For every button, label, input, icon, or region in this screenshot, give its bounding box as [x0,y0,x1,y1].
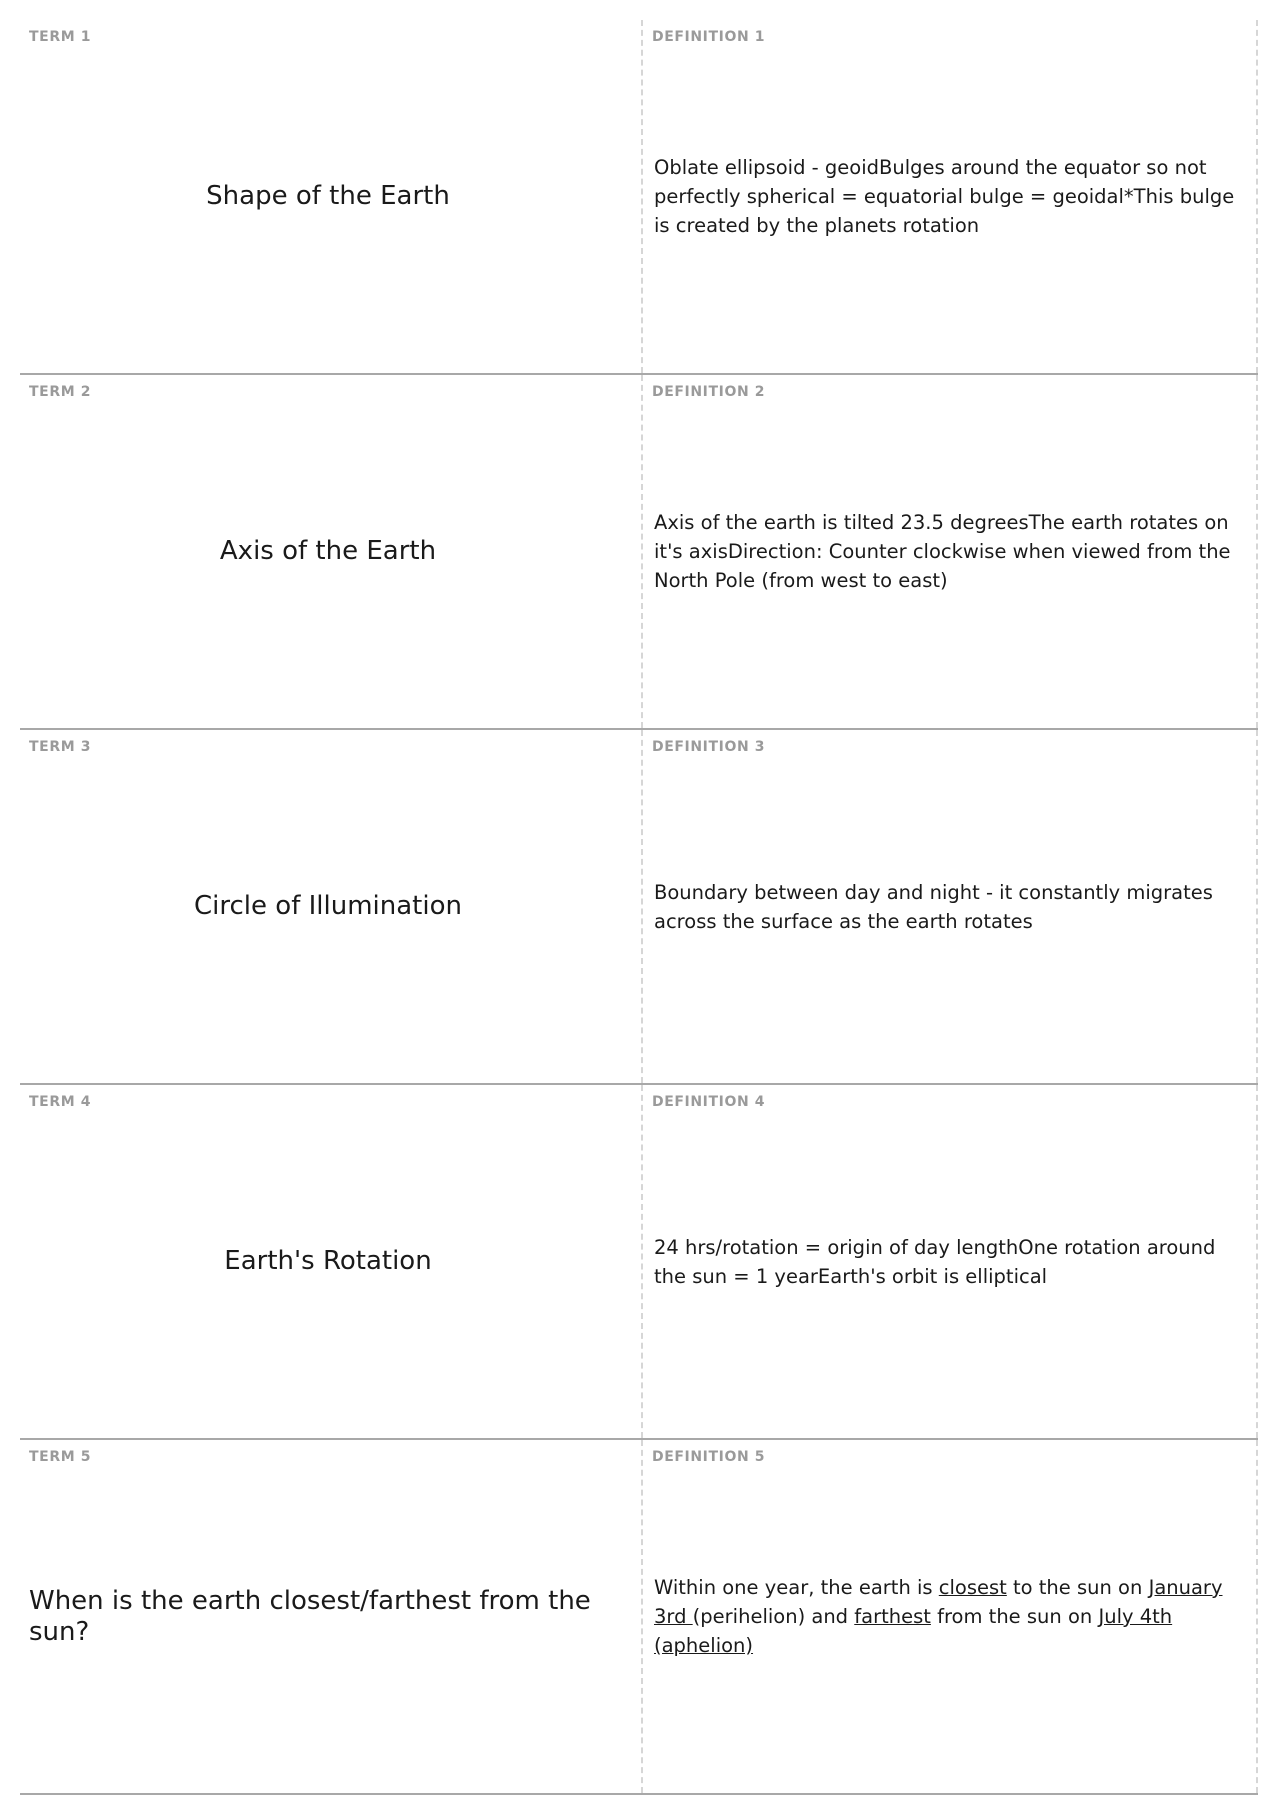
definition-cell-5 [643,1440,1258,1793]
term-cell-1 [20,20,643,373]
definition-text [654,730,1246,1083]
definition-body: Oblate ellipsoid - geoidBulges around the equator so not perfectly spherical = equatorial bulge = geoidal*This bulge is created by the planets rotation [654,156,1235,237]
definition-label: DEFINITION 4 [652,1094,766,1110]
definition-segment: Within one year, the earth is [654,1576,939,1599]
term-label: TERM 1 [29,29,92,45]
term-cell-2 [20,375,643,728]
definition-label: DEFINITION 3 [652,739,766,755]
term-text: Circle of Illumination [194,891,462,921]
card-row-4 [20,1085,1258,1440]
term-label: TERM 5 [29,1449,92,1465]
card-row-3 [20,730,1258,1085]
definition-text [654,1440,1246,1793]
term-text: Shape of the Earth [206,181,450,211]
card-row-2 [20,375,1258,730]
underlined-text: farthest [854,1605,931,1628]
card-row-5 [20,1440,1258,1795]
card-row-1 [20,20,1258,375]
term-label: TERM 2 [29,384,92,400]
definition-text [654,375,1246,728]
definition-segment: (perihelion) and [692,1605,855,1628]
underlined-text: January 3rd [654,1576,1223,1628]
definition-segment: from the sun on [930,1605,1099,1628]
definition-body [654,1573,1246,1660]
definition-cell-2 [643,375,1258,728]
definition-text [654,20,1246,373]
term-label: TERM 4 [29,1094,92,1110]
definition-label: DEFINITION 1 [652,29,766,45]
term-cell-3 [20,730,643,1083]
definition-label: DEFINITION 2 [652,384,766,400]
flashcard-sheet [20,20,1258,1795]
term-text: Earth's Rotation [224,1246,432,1276]
definition-body: Axis of the earth is tilted 23.5 degreesThe earth rotates on it's axisDirection: Counter clockwise when viewed from the North Pole (from west to east) [654,511,1231,592]
underlined-text: closest [938,1576,1007,1599]
definition-text [654,1085,1246,1438]
definition-label: DEFINITION 5 [652,1449,766,1465]
term-cell-5 [20,1440,643,1793]
term-text: Axis of the Earth [219,536,437,566]
definition-cell-4 [643,1085,1258,1438]
definition-body: 24 hrs/rotation = origin of day lengthOne rotation around the sun = 1 yearEarth's orbit is elliptical [654,1235,1216,1288]
definition-cell-1 [643,20,1258,373]
definition-segment: to the sun on [1006,1576,1149,1599]
definition-cell-3 [643,730,1258,1083]
term-text: When is the earth closest/farthest from the sun? [29,1585,591,1647]
term-label: TERM 3 [29,739,92,755]
definition-body: Boundary between day and night - it constantly migrates across the surface as the earth rotates [654,880,1213,933]
underlined-text: July 4th (aphelion) [654,1605,1173,1657]
term-cell-4 [20,1085,643,1438]
